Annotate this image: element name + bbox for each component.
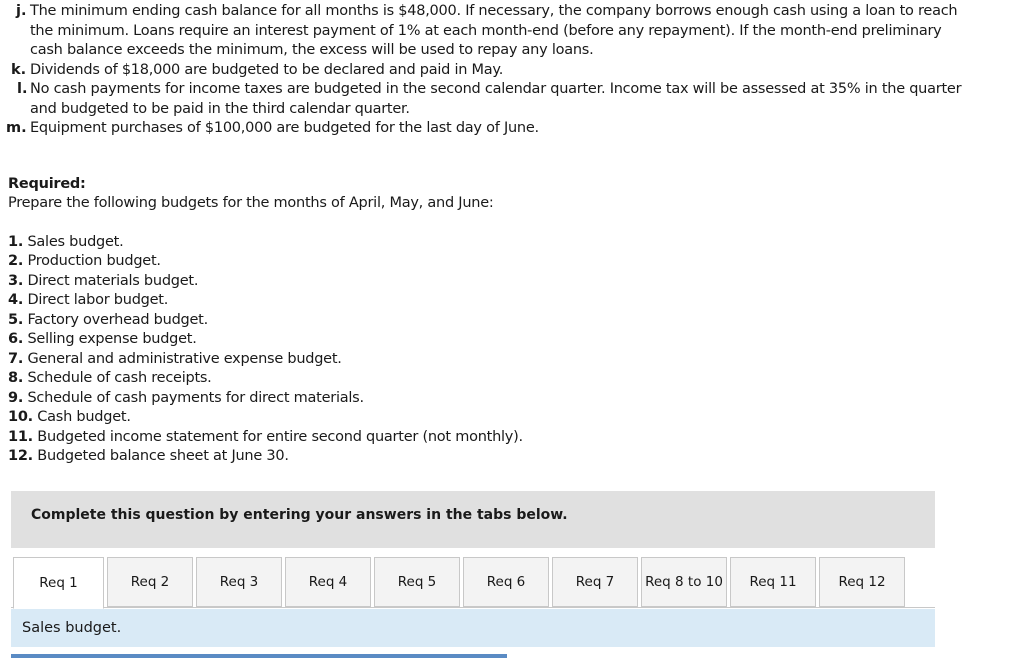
required-list-item: 7. General and administrative expense budget. bbox=[8, 351, 342, 367]
tab-panel-header bbox=[11, 609, 935, 647]
item-k-line-1: Dividends of $18,000 are budgeted to be declared and paid in May. bbox=[30, 62, 504, 78]
required-list-item: 12. Budgeted balance sheet at June 30. bbox=[8, 448, 289, 464]
required-heading: Required: bbox=[8, 176, 86, 192]
required-list-item: 1. Sales budget. bbox=[8, 234, 124, 250]
required-list-item: 10. Cash budget. bbox=[8, 409, 131, 425]
item-j-line-3: cash balance exceeds the minimum, the excess will be used to repay any loans. bbox=[30, 42, 594, 58]
item-l-line-1: No cash payments for income taxes are budgeted in the second calendar quarter. Income tax will be assessed at 35% in the quarter bbox=[30, 81, 962, 97]
item-letter-k: k. bbox=[11, 62, 27, 78]
required-list-item: 9. Schedule of cash payments for direct materials. bbox=[8, 390, 364, 406]
required-list-item: 2. Production budget. bbox=[8, 253, 161, 269]
required-list-item: 3. Direct materials budget. bbox=[8, 273, 199, 289]
tab-req-7[interactable]: Req 7 bbox=[552, 557, 638, 607]
tab-req-8-to-10[interactable]: Req 8 to 10 bbox=[641, 557, 727, 607]
required-list-item: 5. Factory overhead budget. bbox=[8, 312, 208, 328]
instruction-banner-text: Complete this question by entering your answers in the tabs below. bbox=[31, 507, 568, 523]
required-list-item: 6. Selling expense budget. bbox=[8, 331, 197, 347]
required-list-item: 11. Budgeted income statement for entire second quarter (not monthly). bbox=[8, 429, 523, 445]
table-header-bar bbox=[11, 654, 507, 658]
instruction-banner bbox=[11, 491, 935, 548]
tab-req-4[interactable]: Req 4 bbox=[285, 557, 371, 607]
tab-req-2[interactable]: Req 2 bbox=[107, 557, 193, 607]
tab-req-6[interactable]: Req 6 bbox=[463, 557, 549, 607]
tab-req-12[interactable]: Req 12 bbox=[819, 557, 905, 607]
tab-req-3[interactable]: Req 3 bbox=[196, 557, 282, 607]
tab-strip-divider bbox=[11, 607, 935, 608]
required-intro: Prepare the following budgets for the months of April, May, and June: bbox=[8, 195, 494, 211]
item-l-line-2: and budgeted to be paid in the third calendar quarter. bbox=[30, 101, 410, 117]
item-j-line-1: The minimum ending cash balance for all months is $48,000. If necessary, the company borrows enough cash using a loan to reach bbox=[30, 3, 958, 19]
item-m-line-1: Equipment purchases of $100,000 are budgeted for the last day of June. bbox=[30, 120, 539, 136]
item-j-line-2: the minimum. Loans require an interest payment of 1% at each month-end (before any repayment). If the month-end preliminary bbox=[30, 23, 942, 39]
required-list-item: 4. Direct labor budget. bbox=[8, 292, 169, 308]
tab-req-5[interactable]: Req 5 bbox=[374, 557, 460, 607]
tab-req-1[interactable]: Req 1 bbox=[13, 557, 104, 609]
tab-req-11[interactable]: Req 11 bbox=[730, 557, 816, 607]
required-list-item: 8. Schedule of cash receipts. bbox=[8, 370, 212, 386]
item-letter-j: j. bbox=[16, 3, 27, 19]
item-letter-l: l. bbox=[17, 81, 28, 97]
item-letter-m: m. bbox=[6, 120, 27, 136]
tab-panel-title: Sales budget. bbox=[22, 620, 122, 636]
